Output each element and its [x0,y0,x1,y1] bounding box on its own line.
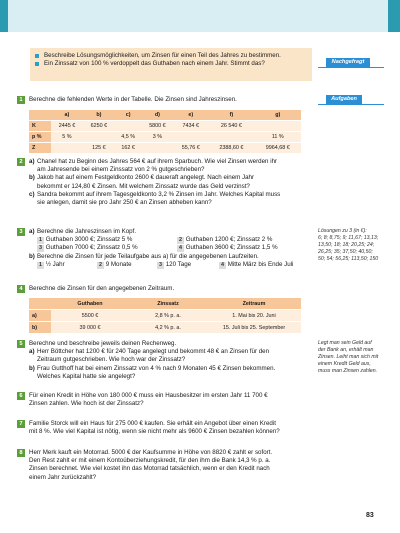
task-text: Mitte März bis Ende Juli [227,260,294,268]
item-number: 1 [39,261,42,268]
table-header: a) [51,110,83,121]
table-header: b) [83,110,115,121]
table-cell: 5 % [51,132,83,143]
table-cell [141,143,173,154]
table-row [29,322,301,334]
side-text: Legt man sein Geld auf [318,340,372,346]
table-cell: Z [29,143,51,154]
task-8 [19,449,319,482]
side-text: 6; 8; 8,75; 9; 11,67; 13,13; [318,235,379,241]
table-cell: a) [29,310,51,322]
table-cell: 2,8 % p. a. [129,310,207,322]
table-cell: 39 000 € [51,322,129,334]
nachgefragt-tag: Nachgefragt [326,58,370,67]
table-row [29,132,301,143]
table-header: Guthaben [51,298,129,310]
table-cell: 4,2 % p. a. [129,322,207,334]
aufgaben-tag: Aufgaben [326,95,362,104]
question-box [30,48,312,81]
table-cell [173,132,208,143]
table-cell: b) [29,322,51,334]
table-cell: 3 % [141,132,173,143]
task-text: Chanel hat zu Beginn des Jahres 564 € auf ihrem Sparbuch. Wie viel Zinsen werden ihr [37,158,278,165]
table-cell: 15. Juli bis 25. September [207,322,301,334]
item-number: 3 [39,245,42,252]
side-text: 50; 54; 56,25; 113,50; 150 [318,256,379,262]
task-text: Berechne die Jahreszinsen im Kopf. [37,228,137,235]
bullet-icon [35,54,39,58]
task-6 [19,392,314,408]
task-4 [19,285,175,293]
side-text: muss man Zinsen zahlen. [318,368,378,374]
table-header: Zeitraum [207,298,301,310]
task-7 [19,420,319,436]
table-cell: K [29,121,51,132]
task-1 [19,96,237,104]
task-text: Welches Kapital hatte sie angelegt? [37,372,136,380]
task-text: Guthaben 1200 €; Zinssatz 2 % [185,236,273,244]
divider [318,104,384,105]
task-text: einem Jahr zurückzahlt? [29,473,97,481]
side-note [318,340,390,375]
task-text: Guthaben 3000 €; Zinssatz 5 % [45,236,133,244]
task-text: Zinsen zahlen. Wie hoch ist der Zinssatz? [29,400,144,408]
item-number: 1 [39,237,42,244]
task-text: Berechne die Zinsen für den angegebenen Zeitraum. [29,285,175,292]
top-banner [0,0,400,32]
table-cell: 2445 € [51,121,83,132]
table-cell [51,143,83,154]
task-text: Zinsen berechnet. Wie viel kostet ihn das Motorrad tatsächlich, wenn er den Kredit nach [29,465,270,473]
item-number: 3 [159,261,162,268]
item-number: 2 [179,237,182,244]
side-title: Lösungen zu 3 (in €): [318,228,367,234]
task-number: 3 [17,228,25,236]
side-text: 26,25; 35; 37,50; 40,50; [318,249,373,255]
side-text: der Bank an, erhält man [318,347,374,353]
table-header-row [29,298,301,310]
task-number: 8 [17,449,25,457]
table-cell: 2388,60 € [208,143,254,154]
table-cell [115,121,142,132]
table-header: Zinssatz [129,298,207,310]
table-cell: 125 € [83,143,115,154]
table-header: d) [141,110,173,121]
item-number: 2 [99,261,102,268]
question-item: Ein Zinssatz von 100 % verdoppelt das Guthaben nach einem Jahr. Stimmt das? [44,60,265,68]
task-text: Herr Böttcher hat 1200 € für 240 Tage angelegt und bekommt 48 € an Zinsen für den [37,348,270,356]
table-cell: 4,5 % [115,132,142,143]
interest-table [29,110,301,154]
task-text: Sandra bekommt auf ihrem Tagesgeldkonto 3,2 % Zinsen im Jahr. Welches Kapital muss [37,190,281,198]
table-header: g) [255,110,301,121]
item-number: 4 [221,261,224,268]
task-number: 7 [17,420,25,428]
task-text: Familie Storck will ein Haus für 275 000 € kaufen. Sie erhält ein Angebot über einen Kredit [29,420,276,427]
table-cell: 55,76 € [173,143,208,154]
task-text: mit 8 %. Wie viel Kapital ist nötig, wenn sie nicht mehr als 9600 € Zinsen bezahlen können? [29,428,280,436]
table-cell [83,132,115,143]
task-text: ½ Jahr [45,260,65,268]
table-row [29,121,301,132]
table-header [29,298,51,310]
table-cell: 1. Mai bis 20. Juni [207,310,301,322]
item-number: 4 [179,245,182,252]
task-text: Berechne die Zinsen für jede Teilaufgabe aus a) für die angegebenen Laufzeiten. [37,252,259,260]
task-text: 120 Tage [165,260,192,268]
table-header: f) [208,110,254,121]
task-text: Guthaben 7000 €; Zinssatz 0,5 % [45,244,138,252]
task-2: 2 a) Chanel hat zu Beginn des Jahres 564 € auf ihrem Sparbuch. Wie viel Zinsen werden ihr am Jahresende bei einem Zinssatz von 2 % gutgeschrieben? b) Jakob hat auf einem Festgeldkonto 2600 € daueraft angelegt. Nach einem Jahr bekommt er 124,80 € Zinsen. Mit welchem Zinssatz wurde das Geld verzinst? c) Sandra bekommt auf ihrem Tagesgeldkonto 3,2 % Zinsen im Jahr. Welches Kapital muss sie anlegen, damit sie pro Jahr 250 € an Zinsen abheben kann? [29,158,314,207]
table-cell: p % [29,132,51,143]
task-text: Für einen Kredit in Höhe von 180 000 € muss ein Hausbesitzer im ersten Jahr 11 700 € [29,392,268,399]
question-item: Beschreibe Lösungsmöglichkeiten, um Zinsen für einen Teil des Jahres zu bestimmen. [44,52,281,59]
task-number: 6 [17,392,25,400]
task-number: 4 [17,285,25,293]
table-cell: 11 % [255,132,301,143]
table-header-row [29,110,301,121]
table-cell: 26 540 € [208,121,254,132]
table-cell: 6250 € [83,121,115,132]
task-text: sie anlegen, damit sie pro Jahr 250 € an Zinsen abheben kann? [37,199,212,207]
task-text: Herr Merk kauft ein Motorrad. 5000 € der Kaufsumme in Höhe von 8820 € zahlt er sofort. [29,449,273,456]
bullet-icon [35,62,39,66]
task-text: Frau Gutthoff hat bei einem Zinssatz von 4 % nach 9 Monaten 45 € Zinsen bekommen. [37,364,276,372]
task-number: 1 [17,96,25,104]
task-text: Berechne die fehlenden Werte in der Tabelle. Die Zinsen sind Jahreszinsen. [29,96,237,103]
table-cell [255,121,301,132]
task-text: Jakob hat auf einem Festgeldkonto 2600 € daueraft angelegt. Nach einem Jahr [37,174,255,182]
table-cell [208,132,254,143]
period-table [29,298,301,334]
task-text: Guthaben 3600 €; Zinssatz 1,5 % [185,244,278,252]
table-cell: 5500 € [51,310,129,322]
task-number: 2 [17,158,25,166]
task-5: 5 Berechne und beschreibe jeweils deinen Rechenweg. a) Herr Böttcher hat 1200 € für 240 Tage angelegt und bekommt 48 € an Zinsen für den Zeitraum gutgeschrieben. Wie hoch war der Zinssatz? b) Frau Gutthoff hat bei einem Zinssatz von 4 % nach 9 Monaten 45 € Zinsen bekommen. Welches Kapital hatte sie angelegt? [29,340,314,381]
table-cell: 7434 € [173,121,208,132]
side-text: einem Kredit Geld aus, [318,361,371,367]
task-text: Berechne und beschreibe jeweils deinen Rechenweg. [29,340,177,347]
table-cell: 162 € [115,143,142,154]
side-text: Zinsen. Leiht man sich mit [318,354,379,360]
task-text: Den Rest zahlt er mit einem Kontoüberziehungskredit, für den ihm die Bank 14,3 % p. a. [29,457,271,465]
table-row [29,143,301,154]
table-header [29,110,51,121]
table-row [29,310,301,322]
side-solutions [318,228,390,263]
task-3: 3 a) Berechne die Jahreszinsen im Kopf. 1 Guthaben 3000 €; Zinssatz 5 % 2 Guthaben 1200 €; Zinssatz 2 % 3 Guthaben 7000 €; Zinssatz 0,5 % 4 Guthaben 3600 €; Zinssatz 1,5 % b) Berechne die Zinsen für jede Teilaufgabe aus a) für die angegebenen Laufzeiten. 1 ½ Jahr 2 9 Monate 3 120 Tage 4 Mitte März bis Ende Juli [29,228,314,269]
task-text: am Jahresende bei einem Zinssatz von 2 % gutgeschrieben? [37,166,205,174]
divider [318,67,384,68]
table-cell: 5800 € [141,121,173,132]
page-number: 83 [366,512,374,519]
table-header: e) [173,110,208,121]
side-text: 13,50; 18; 18; 20,25; 24; [318,242,375,248]
table-header: c) [115,110,142,121]
task-text: bekommt er 124,80 € Zinsen. Mit welchem Zinssatz wurde das Geld verzinst? [37,182,250,190]
task-text: 9 Monate [105,260,132,268]
task-text: Zeitraum gutgeschrieben. Wie hoch war der Zinssatz? [37,356,186,364]
table-cell: 9964,68 € [255,143,301,154]
task-number: 5 [17,340,25,348]
